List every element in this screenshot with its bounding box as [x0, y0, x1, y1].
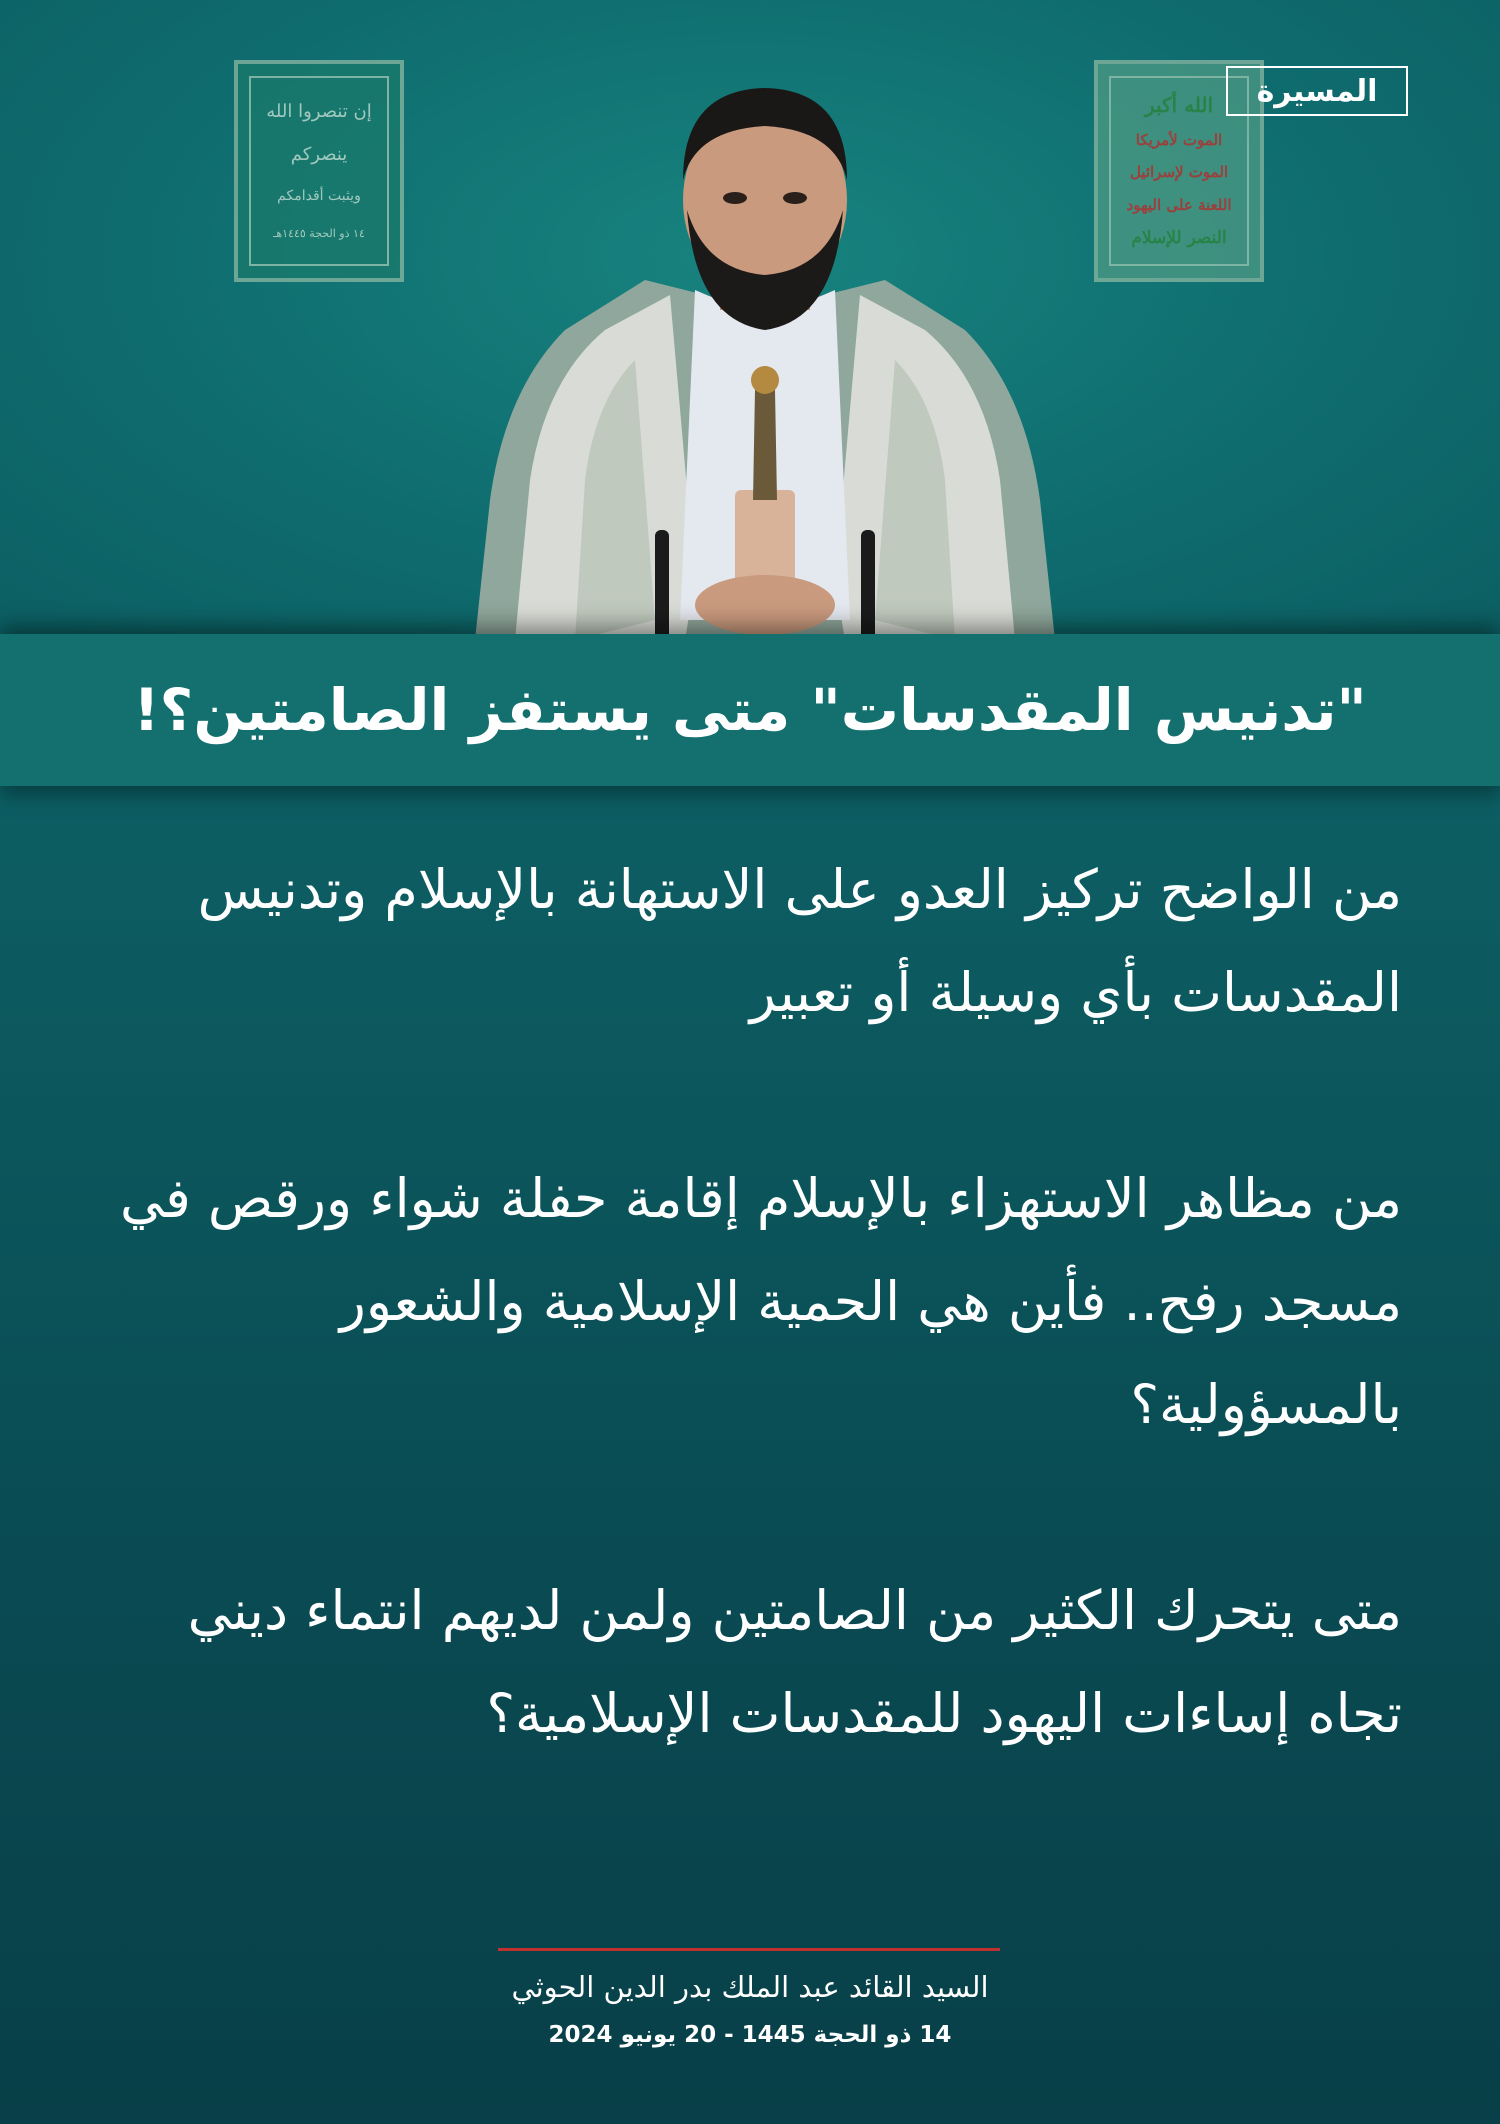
- banner-line: ينصركم: [290, 144, 348, 166]
- title-bar: [0, 634, 1500, 786]
- divider-line: [498, 1948, 1000, 1951]
- banner-line: الله أكبر: [1144, 92, 1214, 117]
- speaker-portrait: [455, 60, 1075, 640]
- quote-body: [90, 838, 1402, 1765]
- paragraph: متى يتحرك الكثير من الصامتين ولمن لديهم انتماء ديني تجاه إساءات اليهود للمقدسات الإسلامية؟: [187, 1579, 1402, 1745]
- speaker-signature: السيد القائد عبد الملك بدر الدين الحوثي: [511, 1970, 989, 2004]
- almasirah-logo: [1226, 66, 1408, 116]
- banner-line: إن تنصروا الله: [266, 100, 372, 122]
- quote-date: 14 ذو الحجة 1445 - 20 يونيو 2024: [548, 2022, 952, 2048]
- left-slogan-banner: [234, 60, 404, 282]
- banner-line: ١٤ ذو الحجة ١٤٤٥هـ: [273, 227, 365, 241]
- logo-text: المسيرة: [1256, 73, 1378, 109]
- paragraph: من الواضح تركيز العدو على الاستهانة بالإسلام وتدنيس المقدسات بأي وسيلة أو تعبير: [197, 858, 1402, 1024]
- banner-line: ويثبت أقدامكم: [277, 187, 361, 204]
- banner-line: النصر للإسلام: [1131, 228, 1227, 249]
- banner-line: الموت لإسرائيل: [1129, 163, 1229, 182]
- banner-line: اللعنة على اليهود: [1126, 195, 1232, 214]
- banner-line: الموت لأمريكا: [1135, 130, 1223, 149]
- hero-image: [0, 0, 1500, 640]
- paragraph: من مظاهر الاستهزاء بالإسلام إقامة حفلة شواء ورقص في مسجد رفح.. فأين هي الحمية الإسلامية والشعور بالمسؤولية؟: [119, 1167, 1402, 1436]
- headline: "تدنيس المقدسات" متى يستفز الصامتين؟!: [133, 676, 1367, 744]
